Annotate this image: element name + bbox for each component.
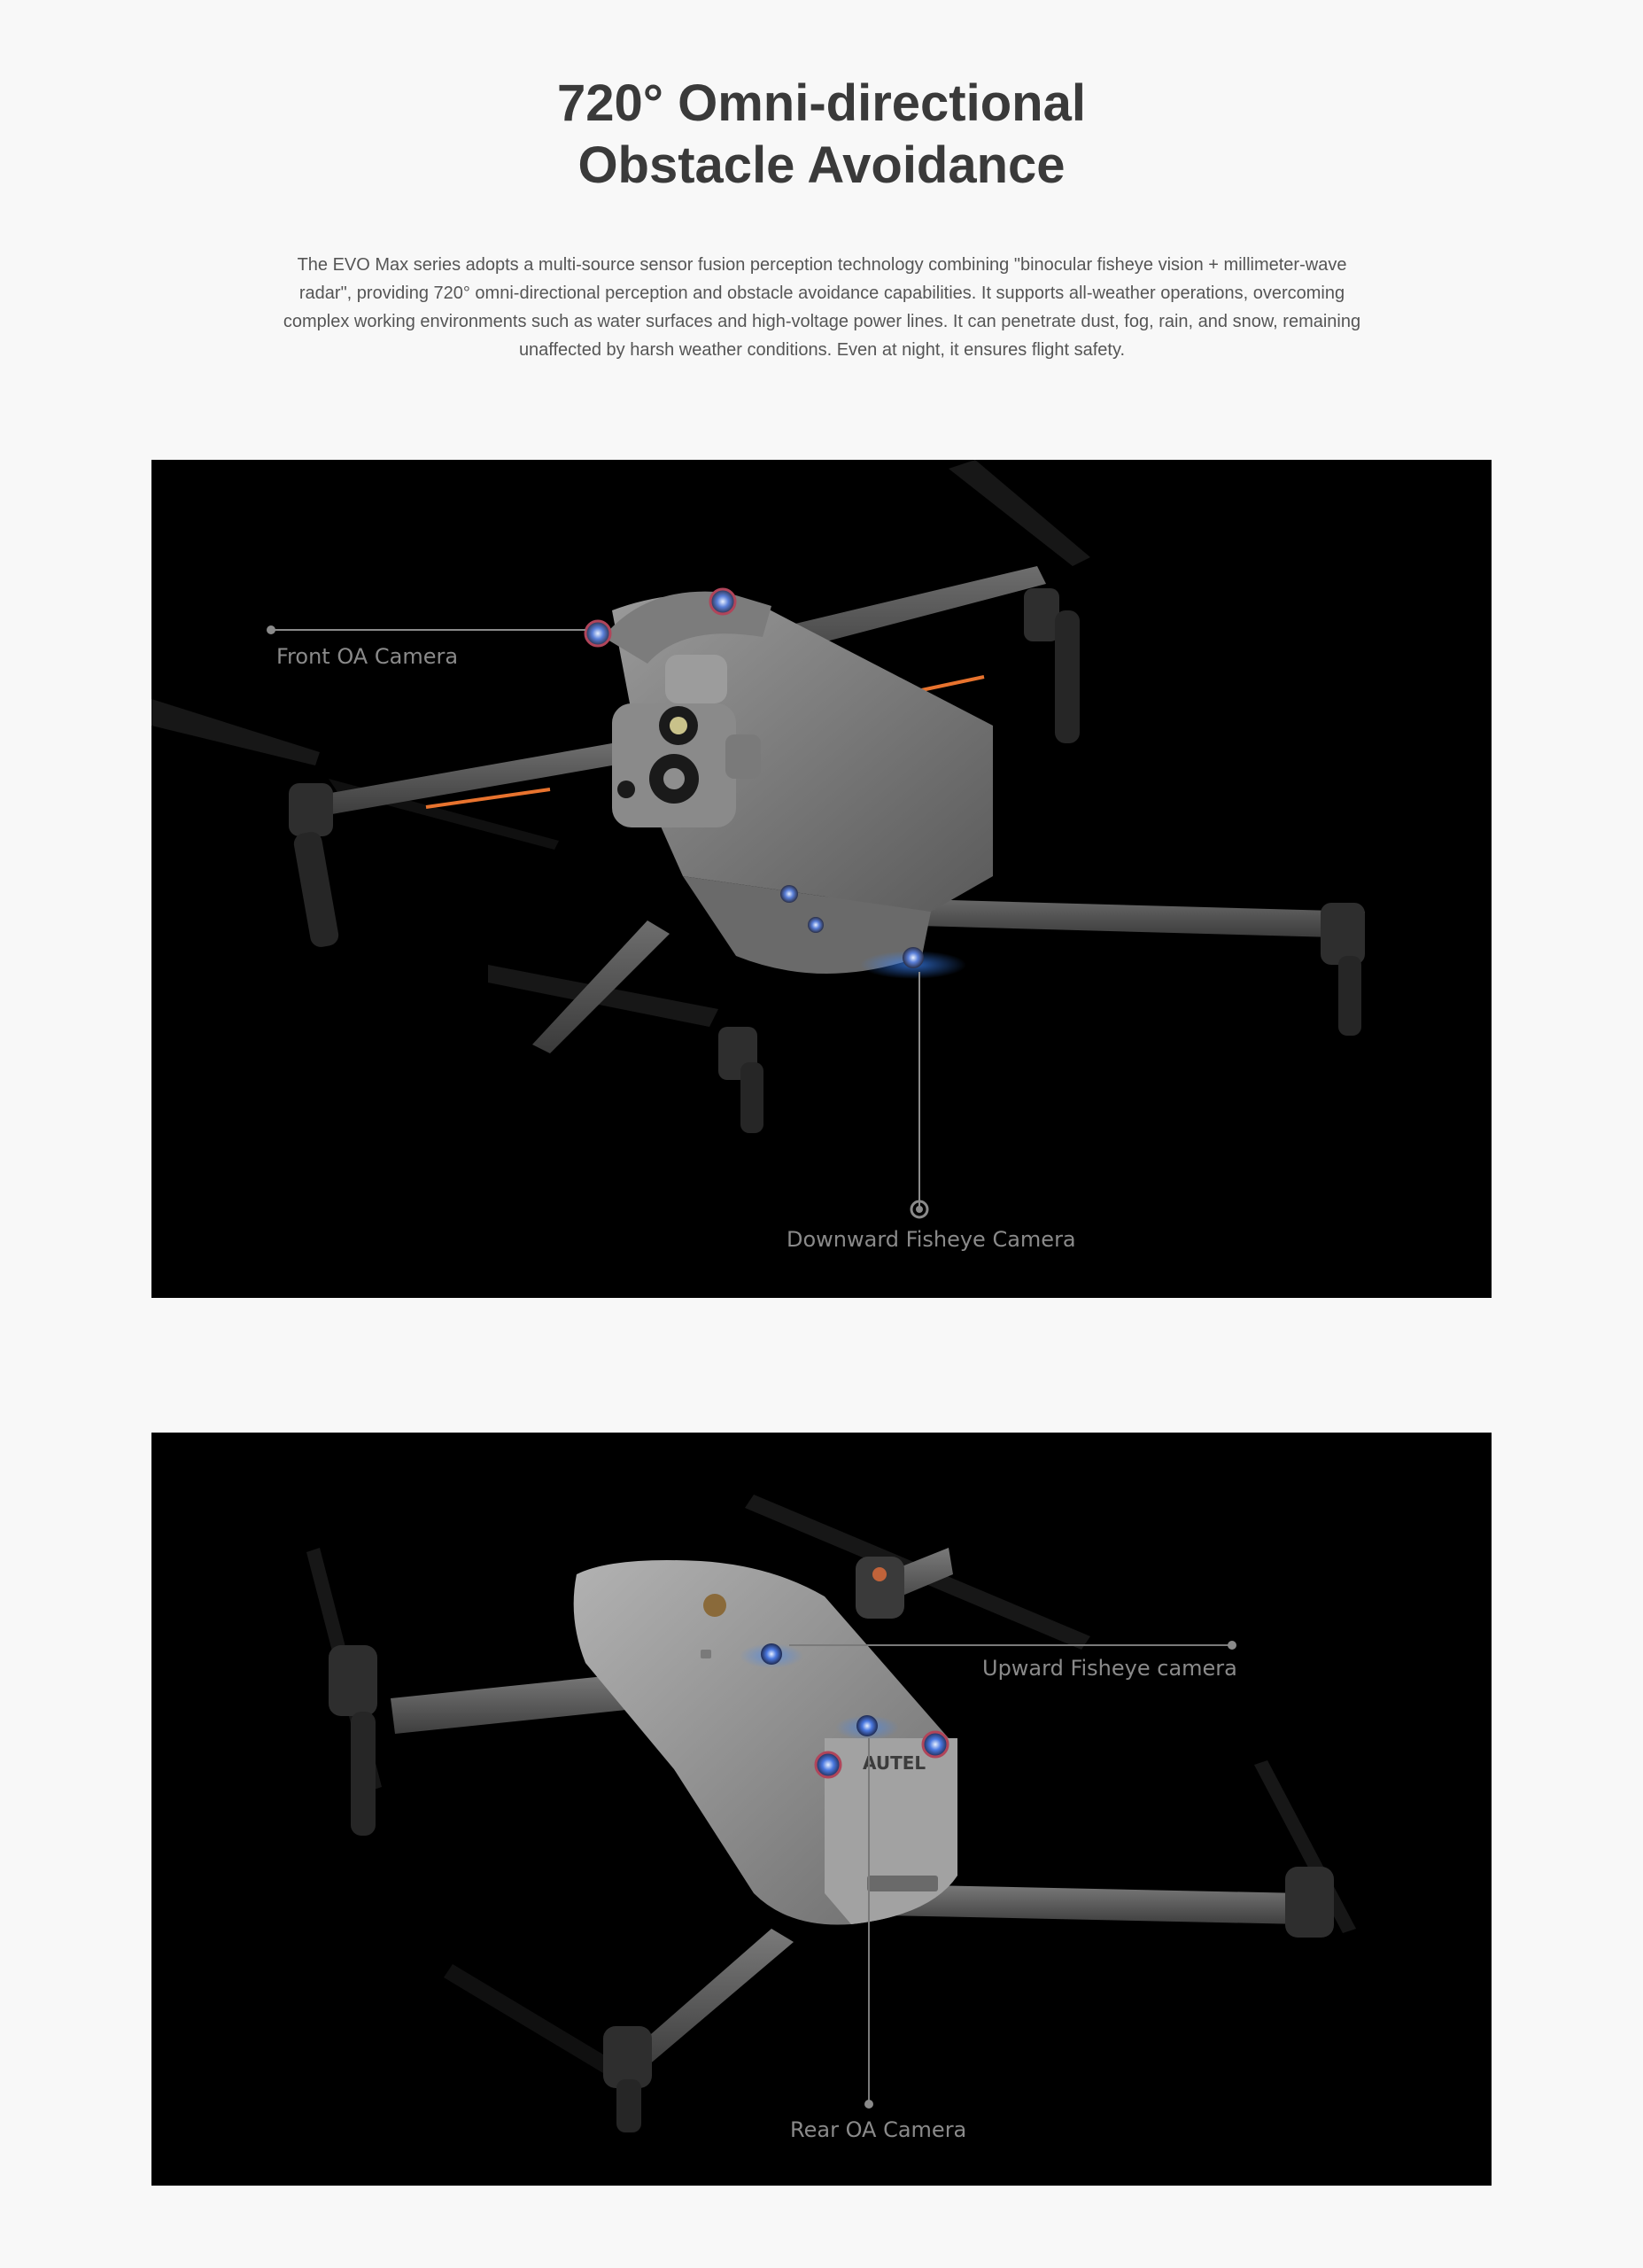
drone-rear-illustration: [151, 1433, 1492, 2186]
section-title: [0, 73, 1643, 197]
section-title-line-2: Obstacle Avoidance: [577, 136, 1066, 194]
callout-downward-line: [911, 972, 927, 1217]
callout-front-oa-line: [267, 625, 585, 634]
callout-downward-fisheye-camera: Downward Fisheye Camera: [787, 1227, 1076, 1252]
section-title-line-1: 720° Omni-directional: [557, 74, 1086, 132]
drone-rear-view-panel: [151, 1433, 1492, 2186]
drone-front-illustration: [151, 460, 1492, 1298]
autel-logo: AUTEL: [863, 1752, 926, 1774]
callout-rear-oa-camera: Rear OA Camera: [790, 2117, 967, 2142]
drone-front-view-panel: [151, 460, 1492, 1298]
callout-upward-fisheye-camera: Upward Fisheye camera: [982, 1656, 1237, 1681]
callout-front-oa-camera: Front OA Camera: [276, 644, 459, 669]
section-description: The EVO Max series adopts a multi-source sensor fusion perception technology combining "binocular fisheye vision + millimeter-wave radar", providing 720° omni-directional perception and obstacle avoidance capabilities. It supports all-weather operations, overcoming complex working environments such as water surfaces and high-voltage power lines. It can penetrate dust, fog, rain, and snow, remaining unaffected by harsh weather conditions. Even at night, it ensures flight safety.: [283, 255, 1361, 360]
